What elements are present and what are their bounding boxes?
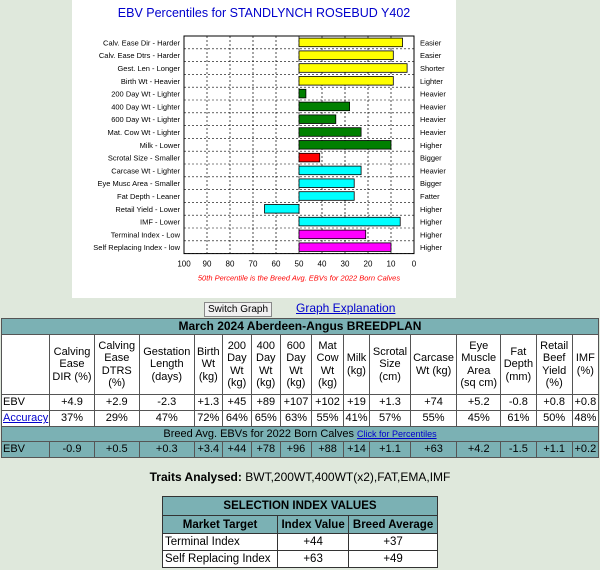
- percentile-bar: [299, 243, 391, 252]
- category-label: Self Replacing Index - low: [93, 243, 180, 253]
- direction-label: Heavier: [420, 128, 446, 137]
- accuracy-value: 65%: [251, 411, 280, 427]
- trait-header: IMF (%): [572, 335, 598, 395]
- click-for-percentiles-link[interactable]: Click for Percentiles: [357, 428, 437, 439]
- direction-label: Higher: [420, 230, 443, 240]
- category-label: Gest. Len - Longer: [117, 64, 180, 73]
- category-label: Scrotal Size - Smaller: [107, 153, 180, 163]
- breed-avg-value: -1.5: [501, 442, 537, 458]
- category-label: Mat. Cow Wt - Lighter: [107, 128, 180, 137]
- trait-header: Birth Wt (kg): [194, 335, 222, 395]
- category-label: Eye Musc Area - Smaller: [97, 179, 180, 189]
- graph-explanation-link[interactable]: Graph Explanation: [296, 301, 396, 315]
- selection-index-table: [162, 496, 438, 568]
- x-tick-label: 50: [294, 259, 304, 269]
- accuracy-value: 57%: [370, 411, 411, 427]
- trait-header: Carcase Wt (kg): [410, 335, 457, 395]
- index-value: +63: [278, 551, 349, 568]
- accuracy-value: 29%: [94, 411, 139, 427]
- ebv-value: +89: [251, 395, 280, 411]
- accuracy-value: 48%: [572, 411, 598, 427]
- chart-footnote: 50th Percentile is the Breed Avg. EBVs for 2022 Born Calves: [197, 273, 401, 283]
- direction-label: Shorter: [420, 64, 445, 73]
- breed-avg-value: +14: [343, 442, 369, 458]
- trait-header: Eye Muscle Area (sq cm): [457, 335, 501, 395]
- x-tick-label: 40: [317, 259, 327, 269]
- ebv-value: +2.9: [94, 395, 139, 411]
- x-tick-label: 70: [248, 259, 258, 269]
- ebv-value: +1.3: [370, 395, 411, 411]
- accuracy-value: 45%: [457, 411, 501, 427]
- trait-header: 400 Day Wt (kg): [251, 335, 280, 395]
- percentile-bar: [299, 64, 407, 73]
- accuracy-row: [2, 411, 599, 427]
- accuracy-value: 61%: [501, 411, 537, 427]
- header-blank: [2, 335, 50, 395]
- switch-graph-button[interactable]: Switch Graph: [204, 302, 272, 317]
- accuracy-value: 41%: [343, 411, 369, 427]
- breed-row-label: EBV: [2, 442, 50, 458]
- trait-header: Scrotal Size (cm): [370, 335, 411, 395]
- ebv-table: [1, 318, 599, 458]
- accuracy-value: 47%: [139, 411, 194, 427]
- category-label: 200 Day Wt - Lighter: [111, 89, 180, 99]
- ebv-value: +74: [410, 395, 457, 411]
- category-label: Birth Wt - Heavier: [120, 76, 180, 86]
- market-target: Terminal Index: [163, 534, 278, 551]
- breed-average: +37: [349, 534, 438, 551]
- market-target-header: Market Target: [163, 516, 278, 534]
- direction-label: Bigger: [420, 179, 442, 189]
- percentile-bar: [299, 166, 361, 175]
- direction-label: Higher: [420, 217, 443, 227]
- x-tick-label: 80: [225, 259, 235, 269]
- breed-avg-value: +1.1: [370, 442, 411, 458]
- trait-header: Calving Ease DIR (%): [50, 335, 94, 395]
- accuracy-value: 72%: [194, 411, 222, 427]
- ebv-value: +5.2: [457, 395, 501, 411]
- breed-average: +49: [349, 551, 438, 568]
- traits-value: BWT,200WT,400WT(x2),FAT,EMA,IMF: [245, 470, 451, 484]
- direction-label: Fatter: [420, 192, 440, 201]
- direction-label: Higher: [420, 204, 443, 214]
- breed-avg-value: +0.5: [94, 442, 139, 458]
- ebv-value: +0.8: [572, 395, 598, 411]
- ebv-table-title: March 2024 Aberdeen-Angus BREEDPLAN: [2, 319, 599, 335]
- ebv-value: +4.9: [50, 395, 94, 411]
- category-label: Calv. Ease Dir - Harder: [103, 38, 180, 48]
- percentile-bar: [299, 179, 354, 188]
- accuracy-value: 55%: [410, 411, 457, 427]
- ebv-value: +107: [280, 395, 311, 411]
- traits-label: Traits Analysed:: [149, 470, 242, 484]
- ebv-value: +0.8: [536, 395, 572, 411]
- breed-avg-value: +63: [410, 442, 457, 458]
- selection-row: [163, 534, 438, 551]
- percentile-bar: [299, 51, 393, 60]
- category-label: 400 Day Wt - Lighter: [111, 102, 180, 112]
- breed-avg-value: +88: [312, 442, 344, 458]
- breed-avg-value: +78: [251, 442, 280, 458]
- percentile-bar: [299, 115, 336, 124]
- percentile-bar: [299, 38, 403, 47]
- category-label: 600 Day Wt - Lighter: [111, 115, 180, 125]
- direction-label: Heavier: [420, 102, 446, 112]
- percentile-bar: [299, 128, 361, 137]
- breed-avg-value: +1.1: [536, 442, 572, 458]
- ebv-value: +45: [222, 395, 251, 411]
- accuracy-value: 63%: [280, 411, 311, 427]
- accuracy-value: 50%: [536, 411, 572, 427]
- breed-avg-value: +96: [280, 442, 311, 458]
- breed-avg-title-text: Breed Avg. EBVs for 2022 Born Calves: [163, 427, 354, 440]
- ebv-value: +19: [343, 395, 369, 411]
- chart-svg: [72, 0, 456, 298]
- direction-label: Lighter: [420, 76, 443, 86]
- ebv-value: -0.8: [501, 395, 537, 411]
- ebv-value: +1.3: [194, 395, 222, 411]
- category-label: Retail Yield - Lower: [115, 204, 180, 214]
- breed-avg-value: +0.2: [572, 442, 598, 458]
- trait-header: Retail Beef Yield (%): [536, 335, 572, 395]
- x-tick-label: 20: [363, 259, 373, 269]
- chart-title: EBV Percentiles for STANDLYNCH ROSEBUD Y402: [117, 6, 411, 20]
- percentile-bar: [299, 217, 400, 226]
- percentile-bar: [299, 141, 391, 150]
- direction-label: Heavier: [420, 115, 446, 125]
- percentile-bar: [299, 153, 320, 162]
- category-label: Milk - Lower: [139, 140, 180, 150]
- percentile-bar: [299, 89, 306, 98]
- index-value: +44: [278, 534, 349, 551]
- ebv-percentile-chart: [72, 0, 456, 298]
- breed-avg-value: +3.4: [194, 442, 222, 458]
- x-tick-label: 100: [177, 259, 191, 269]
- percentile-bar: [299, 77, 393, 86]
- category-label: Terminal Index - Low: [110, 230, 180, 240]
- x-tick-label: 10: [386, 259, 396, 269]
- ebv-row: [2, 395, 599, 411]
- breed-avg-row: [2, 442, 599, 458]
- accuracy-value: 64%: [222, 411, 251, 427]
- ebv-value: -2.3: [139, 395, 194, 411]
- trait-header: 200 Day Wt (kg): [222, 335, 251, 395]
- direction-label: Higher: [420, 243, 443, 253]
- direction-label: Higher: [420, 140, 443, 150]
- accuracy-link[interactable]: Accuracy: [3, 412, 49, 425]
- category-label: IMF - Lower: [139, 217, 180, 227]
- x-tick-label: 0: [411, 259, 417, 269]
- breed-avg-title: [2, 427, 599, 442]
- category-label: Fat Depth - Leaner: [117, 192, 180, 201]
- category-label: Carcase Wt - Lighter: [111, 166, 180, 176]
- category-label: Calv. Ease Dtrs - Harder: [98, 51, 180, 61]
- x-tick-label: 30: [340, 259, 350, 269]
- ebv-header-row: [2, 335, 599, 395]
- x-tick-label: 60: [271, 259, 281, 269]
- trait-header: Fat Depth (mm): [501, 335, 537, 395]
- percentile-bar: [299, 192, 354, 201]
- breed-avg-value: +44: [222, 442, 251, 458]
- trait-header: Calving Ease DTRS (%): [94, 335, 139, 395]
- direction-label: Heavier: [420, 166, 446, 176]
- breed-average-header: Breed Average: [349, 516, 438, 534]
- direction-label: Bigger: [420, 153, 442, 163]
- x-tick-label: 90: [202, 259, 212, 269]
- accuracy-value: 37%: [50, 411, 94, 427]
- traits-analysed: [0, 470, 600, 484]
- market-target: Self Replacing Index: [163, 551, 278, 568]
- percentile-bar: [299, 102, 350, 111]
- direction-label: Easier: [420, 38, 442, 48]
- index-value-header: Index Value: [278, 516, 349, 534]
- breed-avg-value: +4.2: [457, 442, 501, 458]
- trait-header: 600 Day Wt (kg): [280, 335, 311, 395]
- trait-header: Mat Cow Wt (kg): [312, 335, 344, 395]
- trait-header: Milk (kg): [343, 335, 369, 395]
- percentile-bar: [265, 205, 300, 214]
- direction-label: Heavier: [420, 89, 446, 99]
- direction-label: Easier: [420, 51, 442, 61]
- accuracy-value: 55%: [312, 411, 344, 427]
- breed-avg-value: -0.9: [50, 442, 94, 458]
- ebv-value: +102: [312, 395, 344, 411]
- trait-header: Gestation Length (days): [139, 335, 194, 395]
- selection-title: SELECTION INDEX VALUES: [163, 497, 438, 516]
- percentile-bar: [299, 230, 366, 239]
- selection-row: [163, 551, 438, 568]
- ebv-row-label: EBV: [2, 395, 50, 411]
- breed-avg-value: +0.3: [139, 442, 194, 458]
